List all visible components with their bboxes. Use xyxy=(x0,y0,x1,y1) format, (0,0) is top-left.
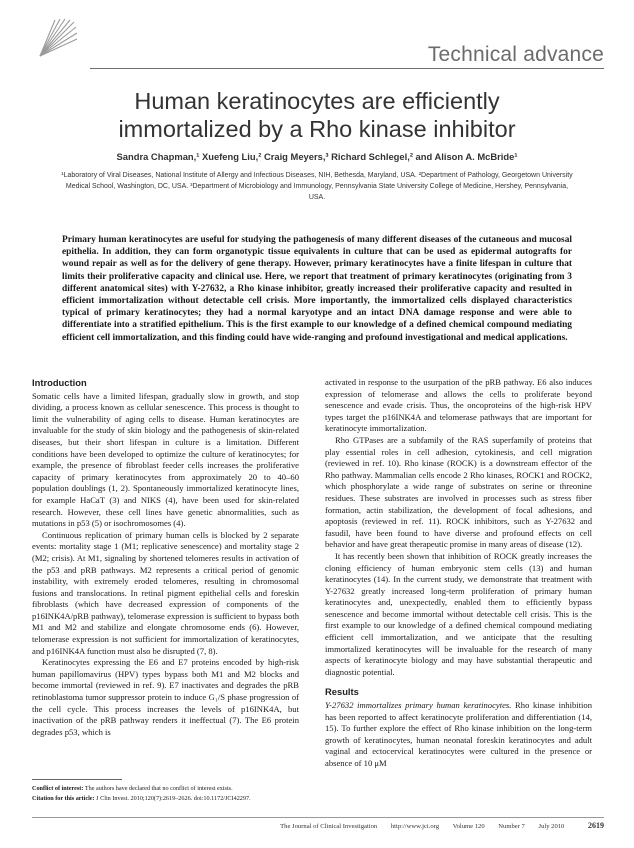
volume: Volume 120 xyxy=(452,823,485,830)
introduction-heading: Introduction xyxy=(32,377,87,388)
author-list: Sandra Chapman,¹ Xuefeng Liu,² Craig Meyers,³ Richard Schlegel,² and Alison A. McBride¹ xyxy=(116,151,518,162)
footer-divider xyxy=(32,817,604,818)
footnote-divider xyxy=(32,779,122,780)
left-column xyxy=(32,377,299,738)
coi-label: Conflict of interest: xyxy=(32,785,84,792)
journal-name: The Journal of Clinical Investigation xyxy=(280,823,378,830)
issue-number: Number 7 xyxy=(498,823,525,830)
page-footer xyxy=(0,821,604,830)
paragraph xyxy=(325,700,592,770)
section-label: Technical advance xyxy=(427,43,604,66)
paragraph: Somatic cells have a limited lifespan, gradually slow in growth, and stop dividing, a process known as cellular senescence. This process is thought to limit the vulnerability of aging cells to disease. Human keratinocytes are invaluable for the study of skin biology and the pathogenesis of skin-related diseases, but their short lifespan in culture is a limitation. Different conditions have been developed to optimize the culture of keratinocytes; for example, the presence of fibroblast feeder cells increases the proliferative capacity of primary keratinocytes from approximately 20 to 40–60 population doublings (1, 2). Spontaneously immortalized keratinocyte lines, for example HaCaT (3) and NIKS (4), have been used for skin-related research. However, these cell lines have genetic abnormalities, such as mutations in p53 (5) or isochromosomes (4). xyxy=(32,390,299,529)
footnotes xyxy=(32,784,302,804)
journal-logo-icon xyxy=(34,18,78,62)
paragraph: Rho GTPases are a subfamily of the RAS superfamily of proteins that play essential roles in cell adhesion, cytokinesis, and cell migration (reviewed in ref. 10). Rho kinase (ROCK) is a downstream effector of the Rho pathway. Mammalian cells encode 2 Rho kinases, ROCK1 and ROCK2, which phosphorylate a wide range of substrates on serine or threonine residues. These substrates are involved in processes such as stress fiber formation, actin stabilization, the development of focal adhesions, and apoptosis (reviewed in ref. 11). ROCK inhibitors, such as Y-27632 and fasudil, have been found to have diverse and profound effects on cell behavior and have great therapeutic promise in many areas of disease (12). xyxy=(325,434,592,550)
paragraph: Continuous replication of primary human cells is blocked by 2 separate events: mortality stage 1 (M1; replicative senescence) and mortality stage 2 (M2; crisis). At M1, signaling by shortened telomeres results in activation of the p53 and pRB pathways. M2 represents a critical period of genomic instability, with extremely eroded telomeres, resulting in chromosomal fusions and translocations. In retinal pigment epithelial cells and foreskin fibroblasts (which have decreased expression of components of the p16INK4A/pRB pathway), telomerase expression is sufficient to bypass both M1 and M2 and stabilize and elongate chromosome ends (6). However, telomerase expression is not sufficient for immortalization of keratinocytes, and p16INK4A function must also be disrupted (7, 8). xyxy=(32,529,299,656)
results-heading: Results xyxy=(325,686,359,698)
header-divider xyxy=(90,68,604,69)
paragraph: Keratinocytes expressing the E6 and E7 proteins encoded by high-risk human papillomavirus (HPV) types bypass both M1 and M2 blocks and become immortal (reviewed in ref. 9). E7 inactivates and degrades the pRB retinoblastoma tumor suppressor protein to induce G₁/S phase progression of the cell cycle. This process increases the levels of p16INK4A, but inactivation of the pRB pathway renders it ineffectual (7). The E6 protein degrades p53, which is xyxy=(32,657,299,737)
results-subheading: Y-27632 immortalizes primary human keratinocytes. xyxy=(325,700,512,711)
paragraph: It has recently been shown that inhibition of ROCK greatly increases the cloning efficiency of human embryonic stem cells (13) and human keratinocytes (14). In the current study, we demonstrate that treatment with Y-27632 greatly increased long-term proliferation of primary human keratinocytes and, unexpectedly, enabled them to efficiently bypass senescence and become immortal without detectable cell crisis. This is the first example to our knowledge of a defined chemical compound mediating efficient cell immortalization, and we anticipate that the resulting immortalized keratinocytes will be invaluable for the research of many aspects of keratinocyte biology and may have substantial therapeutic and diagnostic potential. xyxy=(325,550,592,677)
page-number: 2619 xyxy=(588,821,604,830)
issue-date: July 2010 xyxy=(538,823,565,830)
author-affiliations: ¹Laboratory of Viral Diseases, National Institute of Allergy and Infectious Diseases, NIH, Bethesda, Maryland, USA. ²Department of Pathology, Georgetown University Medical School, Washington, DC, USA. ³Department of Microbiology and Immunology, Pennsylvania State University College of Medicine, Hershey, Pennsylvania, USA. xyxy=(61,172,573,201)
paragraph: activated in response to the usurpation of the pRB pathway. E6 also induces expression of telomerase and allows the cells to proliferate beyond senescence and evade crisis. Thus, the oncoproteins of the high-risk HPV types target the p16INK4A and telomerase pathways that are important for keratinocyte immortalization. xyxy=(325,377,592,434)
right-column xyxy=(325,377,592,770)
coi-text: The authors have declared that no conflict of interest exists. xyxy=(83,785,233,792)
results-text: Rho kinase inhibition has been reported to affect keratinocyte proliferation and differentiation (14, 15). To further explore the effect of Rho kinase inhibition on the long-term growth of keratinocytes, human neonatal foreskin keratinocytes and adult vaginal and ectocervical keratinocytes were cultured in the presence or absence of 10 μM xyxy=(325,700,593,768)
article-title: Human keratinocytes are efficiently immortalized by a Rho kinase inhibitor xyxy=(118,88,516,142)
journal-url[interactable]: http://www.jci.org xyxy=(390,823,440,830)
citation-label: Citation for this article: xyxy=(32,795,95,802)
citation-text: J Clin Invest. 2010;120(7):2619–2626. doi:10.1172/JCI42297. xyxy=(94,795,251,802)
abstract: Primary human keratinocytes are useful for studying the pathogenesis of many different diseases of the cutaneous and mucosal epithelia. In addition, they can form organotypic tissue equivalents in culture that can be used as epidermal autografts for wound repair as well as for the delivery of gene therapy. However, primary keratinocytes have a finite lifespan in culture that limits their proliferative capacity and clinical use. Here, we report that treatment of primary keratinocytes (originating from 3 different anatomical sites) with Y-27632, a Rho kinase inhibitor, greatly increased their proliferative capacity and resulted in efficient immortalization without detectable cell crisis. More importantly, the immortalized cells displayed characteristics typical of primary keratinocytes; they had a normal karyotype and an intact DNA damage response and were able to differentiate into a stratified epithelium. This is the first example to our knowledge of a defined chemical compound mediating efficient cell immortalization, and this finding could have wide-ranging and profound investigational and medical applications. xyxy=(62,235,572,343)
